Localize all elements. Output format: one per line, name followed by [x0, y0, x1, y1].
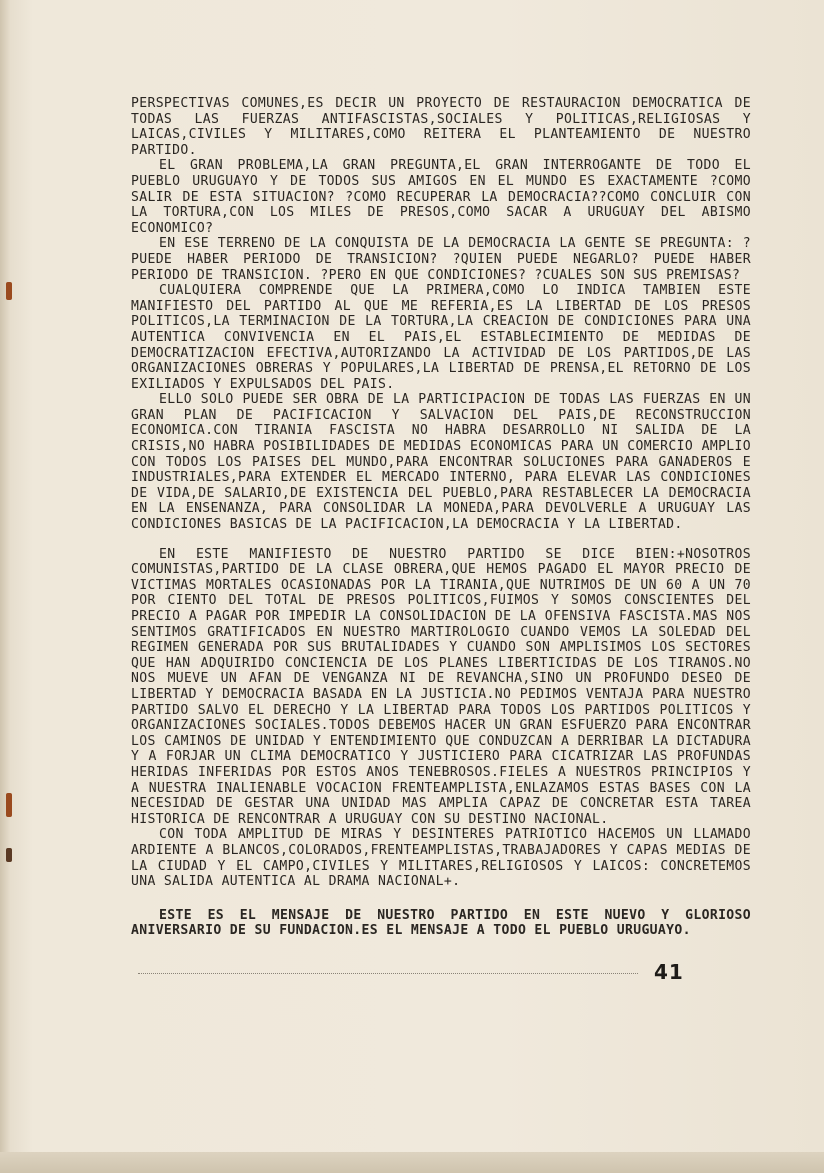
paragraph: CUALQUIERA COMPRENDE QUE LA PRIMERA,COMO LO INDICA TAMBIEN ESTE MANIFIESTO DEL PARTIDO AL QUE ME REFERIA,ES LA LIBERTAD DE LOS PRESOS POLITICOS,LA TERMINACION DE LA TORTURA,LA CREACION DE CONDICIONES PARA UNA AUTENTICA CONVIVENCIA EN EL PAIS,EL ESTABLECIMIENTO DE MEDIDAS DE DEMOCRATIZACION EFECTIVA,AUTORIZANDO LA ACTIVIDAD DE LOS PARTIDOS,DE LAS ORGANIZACIONES OBRERAS Y POPULARES,LA LIBERTAD DE PRENSA,EL RETORNO DE LOS EXILIADOS Y EXPULSADOS DEL PAIS. — [131, 283, 751, 392]
paragraph: ELLO SOLO PUEDE SER OBRA DE LA PARTICIPACION DE TODAS LAS FUERZAS EN UN GRAN PLAN DE PACIFICACION Y SALVACION DEL PAIS,DE RECONSTRUCCION ECONOMICA.CON TIRANIA FASCISTA NO HABRA DESARROLLO NI SALIDA DE LA CRISIS,NO HABRA POSIBILIDADES DE MEDIDAS ECONOMICAS PARA UN COMERCIO AMPLIO CON TODOS LOS PAISES DEL MUNDO,PARA ENCONTRAR SOLUCIONES PARA GANADEROS E INDUSTRIALES,PARA EXTENDER EL MERCADO INTERNO, PARA ELEVAR LAS CONDICIONES DE VIDA,DE SALARIO,DE EXISTENCIA DEL PUEBLO,PARA RESTABLECER LA DEMOCRACIA EN LA ENSENANZA, PARA CONSOLIDAR LA MONEDA,PARA DEVOLVERLE A URUGUAY LAS CONDICIONES BASICAS DE LA PACIFICACION,LA DEMOCRACIA Y LA LIBERTAD. — [131, 392, 751, 533]
body-text — [131, 96, 751, 939]
dotted-rule — [138, 973, 638, 974]
paragraph: CON TODA AMPLITUD DE MIRAS Y DESINTERES PATRIOTICO HACEMOS UN LLAMADO ARDIENTE A BLANCOS,COLORADOS,FRENTEAMPLISTAS,TRABAJADORES Y CAPAS MEDIAS DE LA CIUDAD Y EL CAMPO,CIVILES Y MILITARES,RELIGIOSOS Y LAICOS: CONCRETEMOS UNA SALIDA AUTENTICA AL DRAMA NACIONAL+. — [131, 827, 751, 890]
page-edge-shadow — [0, 0, 10, 1173]
page-bottom-edge — [0, 1152, 824, 1173]
paragraph: EL GRAN PROBLEMA,LA GRAN PREGUNTA,EL GRAN INTERROGANTE DE TODO EL PUEBLO URUGUAYO Y DE TODOS SUS AMIGOS EN EL MUNDO ES EXACTAMENTE ?COMO SALIR DE ESTA SITUACION? ?COMO RECUPERAR LA DEMOCRACIA??COMO CONCLUIR CON LA TORTURA,CON LOS MILES DE PRESOS,COMO SACAR A URUGUAY DEL ABISMO ECONOMICO? — [131, 158, 751, 236]
staple-rust-mark — [6, 793, 12, 817]
paragraph: PERSPECTIVAS COMUNES,ES DECIR UN PROYECTO DE RESTAURACION DEMOCRATICA DE TODAS LAS FUERZAS ANTIFASCISTAS,SOCIALES Y POLITICAS,RELIGIOSAS Y LAICAS,CIVILES Y MILITARES,COMO REITERA EL PLANTEAMIENTO DE NUESTRO PARTIDO. — [131, 96, 751, 158]
paragraph: EN ESTE MANIFIESTO DE NUESTRO PARTIDO SE DICE BIEN:+NOSOTROS COMUNISTAS,PARTIDO DE LA CLASE OBRERA,QUE HEMOS PAGADO EL MAYOR PRECIO DE VICTIMAS MORTALES OCASIONADAS POR LA TIRANIA,QUE NUTRIMOS DE UN 60 A UN 70 POR CIENTO DEL TOTAL DE PRESOS POLITICOS,FUIMOS Y SOMOS CONSCIENTES DEL PRECIO A PAGAR POR IMPEDIR LA CONSOLIDACION DE LA OFENSIVA FASCISTA.MAS NOS SENTIMOS GRATIFICADOS EN NUESTRO MARTIROLOGIO CUANDO VEMOS LA SOLEDAD DEL REGIMEN GENERADA POR SUS BRUTALIDADES Y CUANDO SON AMPLISIMOS LOS SECTORES QUE HAN ADQUIRIDO CONCIENCIA DE LOS PLANES LIBERTICIDAS DE LOS TIRANOS.NO NOS MUEVE UN AFAN DE VENGANZA NI DE REVANCHA,SINO UN PROFUNDO DESEO DE LIBERTAD Y DEMOCRACIA BASADA EN LA JUSTICIA.NO PEDIMOS VENTAJA PARA NUESTRO PARTIDO SALVO EL DERECHO Y LA LIBERTAD PARA TODOS LOS PARTIDOS POLITICOS Y ORGANIZACIONES SOCIALES.TODOS DEBEMOS HACER UN GRAN ESFUERZO PARA ENCONTRAR LOS CAMINOS DE UNIDAD Y ENTENDIMIENTO QUE CONDUZCAN A DERRIBAR LA DICTADURA Y A FORJAR UN CLIMA DEMOCRATICO Y JUSTICIERO PARA CICATRIZAR LAS PROFUNDAS HERIDAS INFERIDAS POR ESTOS ANOS TENEBROSOS.FIELES A NUESTROS PRINCIPIOS Y A NUESTRA INALIENABLE VOCACION FRENTEAMPLISTA,ENLAZAMOS ESTAS BASES CON LA NECESIDAD DE GESTAR UNA UNIDAD MAS AMPLIA CAPAZ DE CONCRETAR ESTA TAREA HISTORICA DE RENCONTRAR A URUGUAY CON SU DESTINO NACIONAL. — [131, 546, 751, 827]
staple-rust-mark — [6, 282, 12, 300]
closing-paragraph: ESTE ES EL MENSAJE DE NUESTRO PARTIDO EN ESTE NUEVO Y GLORIOSO ANIVERSARIO DE SU FUNDACION.ES EL MENSAJE A TODO EL PUEBLO URUGUAYO. — [131, 907, 751, 939]
paragraph: EN ESE TERRENO DE LA CONQUISTA DE LA DEMOCRACIA LA GENTE SE PREGUNTA: ?PUEDE HABER PERIODO DE TRANSICION? ?QUIEN PUEDE NEGARLO? PUEDE HABER PERIODO DE TRANSICION. ?PERO EN QUE CONDICIONES? ?CUALES SON SUS PREMISAS? — [131, 236, 751, 283]
page-number: 41 — [654, 960, 684, 984]
staple-rust-mark — [6, 848, 12, 862]
